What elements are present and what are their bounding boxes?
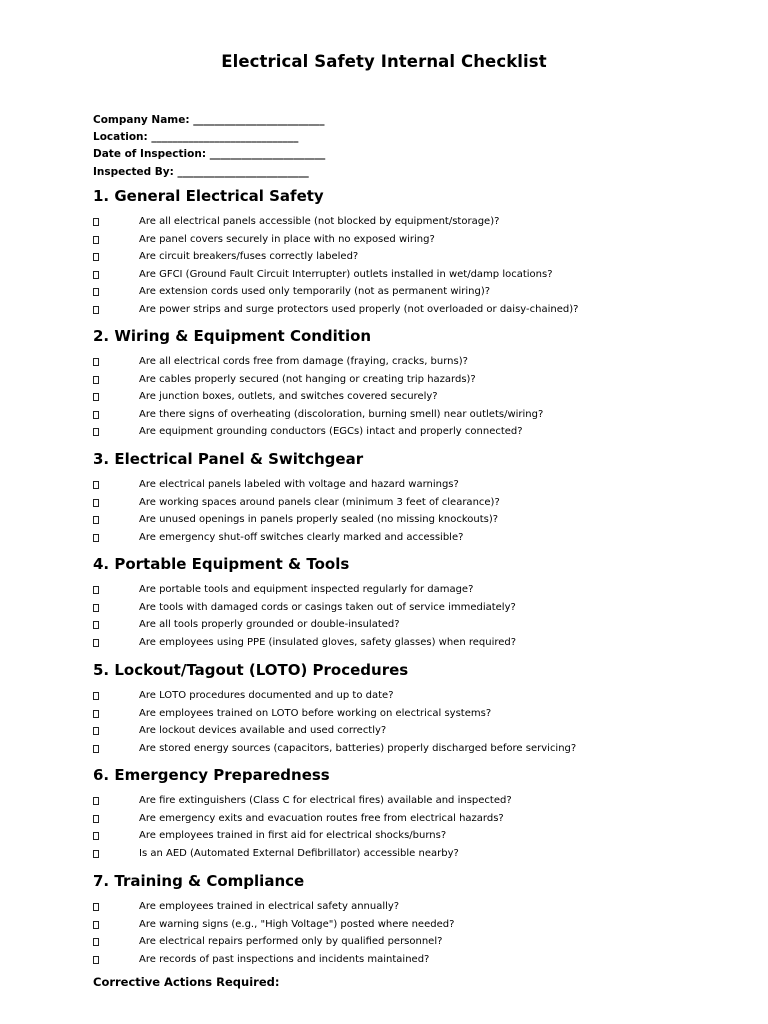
checklist-section [93,765,713,862]
checklist-question: Are equipment grounding conductors (EGCs) intact and properly connected? [139,426,523,437]
checklist-items [93,213,713,318]
section-heading: 6. Emergency Preparedness [93,766,330,784]
checklist-question: Are employees trained on LOTO before working on electrical systems? [139,707,492,719]
checkbox-icon[interactable] [93,938,99,946]
checklist-question: Are all electrical cords free from damage (fraying, cracks, burns)? [139,356,468,367]
checklist-item [93,722,713,740]
checklist-item [93,371,713,389]
section-heading: 2. Wiring & Equipment Condition [93,327,372,345]
checklist-section [93,554,713,651]
checklist-items [93,581,713,651]
checkbox-icon[interactable] [93,428,99,436]
checklist-item [93,845,713,863]
checklist-question: Are tools with damaged cords or casings taken out of service immediately? [139,601,516,613]
checklist-question: Are extension cords used only temporarily (not as permanent wiring)? [139,286,491,297]
checklist-question: Are working spaces around panels clear (minimum 3 feet of clearance)? [139,496,500,508]
section-heading: 1. General Electrical Safety [93,187,324,205]
checklist-item [93,248,713,266]
checkbox-icon[interactable] [93,815,99,823]
checkbox-icon[interactable] [93,797,99,805]
checklist-question: Are circuit breakers/fuses correctly labeled? [139,251,359,262]
checkbox-icon[interactable] [93,850,99,858]
checklist-question: Are employees trained in first aid for electrical shocks/burns? [139,830,447,841]
checklist-item [93,951,713,969]
checklist-question: Are there signs of overheating (discoloration, burning smell) near outlets/wiring? [139,408,544,420]
checklist-question: Are portable tools and equipment inspected regularly for damage? [139,584,474,595]
checkbox-icon[interactable] [93,253,99,261]
checkbox-icon[interactable] [93,288,99,296]
checkbox-icon[interactable] [93,516,99,524]
checklist-question: Are electrical panels labeled with voltage and hazard warnings? [139,479,459,490]
checkbox-icon[interactable] [93,499,99,507]
checklist-item [93,388,713,406]
checklist-question: Are electrical repairs performed only by qualified personnel? [139,936,443,947]
checklist-question: Are panel covers securely in place with no exposed wiring? [139,233,435,245]
checklist-question: Are unused openings in panels properly sealed (no missing knockouts)? [139,514,499,525]
checklist-question: Are employees using PPE (insulated gloves, safety glasses) when required? [139,636,517,648]
checkbox-icon[interactable] [93,956,99,964]
checkbox-icon[interactable] [93,393,99,401]
checklist-item [93,494,713,512]
checklist-item [93,406,713,424]
checklist-item [93,705,713,723]
checklist-items [93,476,713,546]
checklist-item [93,283,713,301]
checklist-item [93,933,713,951]
checkbox-icon[interactable] [93,586,99,594]
checkbox-icon[interactable] [93,745,99,753]
checkbox-icon[interactable] [93,306,99,314]
checkbox-icon[interactable] [93,604,99,612]
inspection-date-field[interactable]: Date of Inspection: ______________________ [93,148,326,161]
checkbox-icon[interactable] [93,411,99,419]
checkbox-icon[interactable] [93,727,99,735]
checklist-items [93,687,713,757]
location-field[interactable]: Location: ____________________________ [93,131,299,144]
checklist-item [93,529,713,547]
checklist-question: Is an AED (Automated External Defibrillator) accessible nearby? [139,847,459,859]
checklist-item [93,476,713,494]
checklist-item [93,616,713,634]
checklist-section [93,186,713,318]
checklist-question: Are power strips and surge protectors used properly (not overloaded or daisy-chained)? [139,303,579,315]
checklist-item [93,634,713,652]
checklist-item [93,687,713,705]
checklist-item [93,827,713,845]
checkbox-icon[interactable] [93,358,99,366]
checklist-question: Are employees trained in electrical safety annually? [139,901,400,912]
checklist-section [93,660,713,757]
checklist-question: Are emergency shut-off switches clearly marked and accessible? [139,531,464,543]
checklist-section [93,326,713,441]
checkbox-icon[interactable] [93,236,99,244]
checkbox-icon[interactable] [93,903,99,911]
checkbox-icon[interactable] [93,271,99,279]
checkbox-icon[interactable] [93,218,99,226]
checklist-items [93,353,713,441]
checklist-item [93,266,713,284]
checklist-item [93,353,713,371]
checkbox-icon[interactable] [93,832,99,840]
checklist-item [93,581,713,599]
checklist-section [93,871,713,968]
checklist-item [93,599,713,617]
page-title: Electrical Safety Internal Checklist [221,52,547,71]
section-heading: 4. Portable Equipment & Tools [93,555,350,573]
checkbox-icon[interactable] [93,639,99,647]
checklist-question: Are all tools properly grounded or double-insulated? [139,619,400,630]
checklist-item [93,423,713,441]
checklist-question: Are GFCI (Ground Fault Circuit Interrupter) outlets installed in wet/damp locations? [139,268,553,280]
checkbox-icon[interactable] [93,481,99,489]
checklist-question: Are all electrical panels accessible (not blocked by equipment/storage)? [139,216,500,227]
checklist-items [93,898,713,968]
inspected-by-field[interactable]: Inspected By: _________________________ [93,165,309,178]
company-name-field[interactable]: Company Name: _________________________ [93,114,325,126]
checklist-section [93,449,713,546]
checklist-question: Are lockout devices available and used correctly? [139,725,387,736]
inspection-info [93,112,325,181]
checklist-item [93,792,713,810]
checkbox-icon[interactable] [93,692,99,700]
checklist-item [93,810,713,828]
checkbox-icon[interactable] [93,710,99,718]
checklist-question: Are junction boxes, outlets, and switches covered securely? [139,391,438,402]
section-heading: 7. Training & Compliance [93,872,305,890]
section-heading: 5. Lockout/Tagout (LOTO) Procedures [93,661,409,679]
checklist-items [93,792,713,862]
checklist-question: Are warning signs (e.g., "High Voltage") posted where needed? [139,918,455,930]
checklist-item [93,916,713,934]
checklist-item [93,898,713,916]
checklist-question: Are emergency exits and evacuation routes free from electrical hazards? [139,812,504,824]
checklist-question: Are stored energy sources (capacitors, batteries) properly discharged before servicing? [139,742,577,754]
checklist-item [93,740,713,758]
corrective-actions-heading: Corrective Actions Required: [93,975,280,989]
checkbox-icon[interactable] [93,621,99,629]
checklist-item [93,301,713,319]
checklist-question: Are fire extinguishers (Class C for electrical fires) available and inspected? [139,795,512,806]
section-heading: 3. Electrical Panel & Switchgear [93,450,364,468]
checklist-question: Are LOTO procedures documented and up to date? [139,690,394,701]
checklist-question: Are records of past inspections and incidents maintained? [139,953,430,965]
checkbox-icon[interactable] [93,376,99,384]
checklist-item [93,231,713,249]
checklist-item [93,213,713,231]
checklist-question: Are cables properly secured (not hanging or creating trip hazards)? [139,373,476,385]
checkbox-icon[interactable] [93,534,99,542]
checkbox-icon[interactable] [93,921,99,929]
checklist-item [93,511,713,529]
